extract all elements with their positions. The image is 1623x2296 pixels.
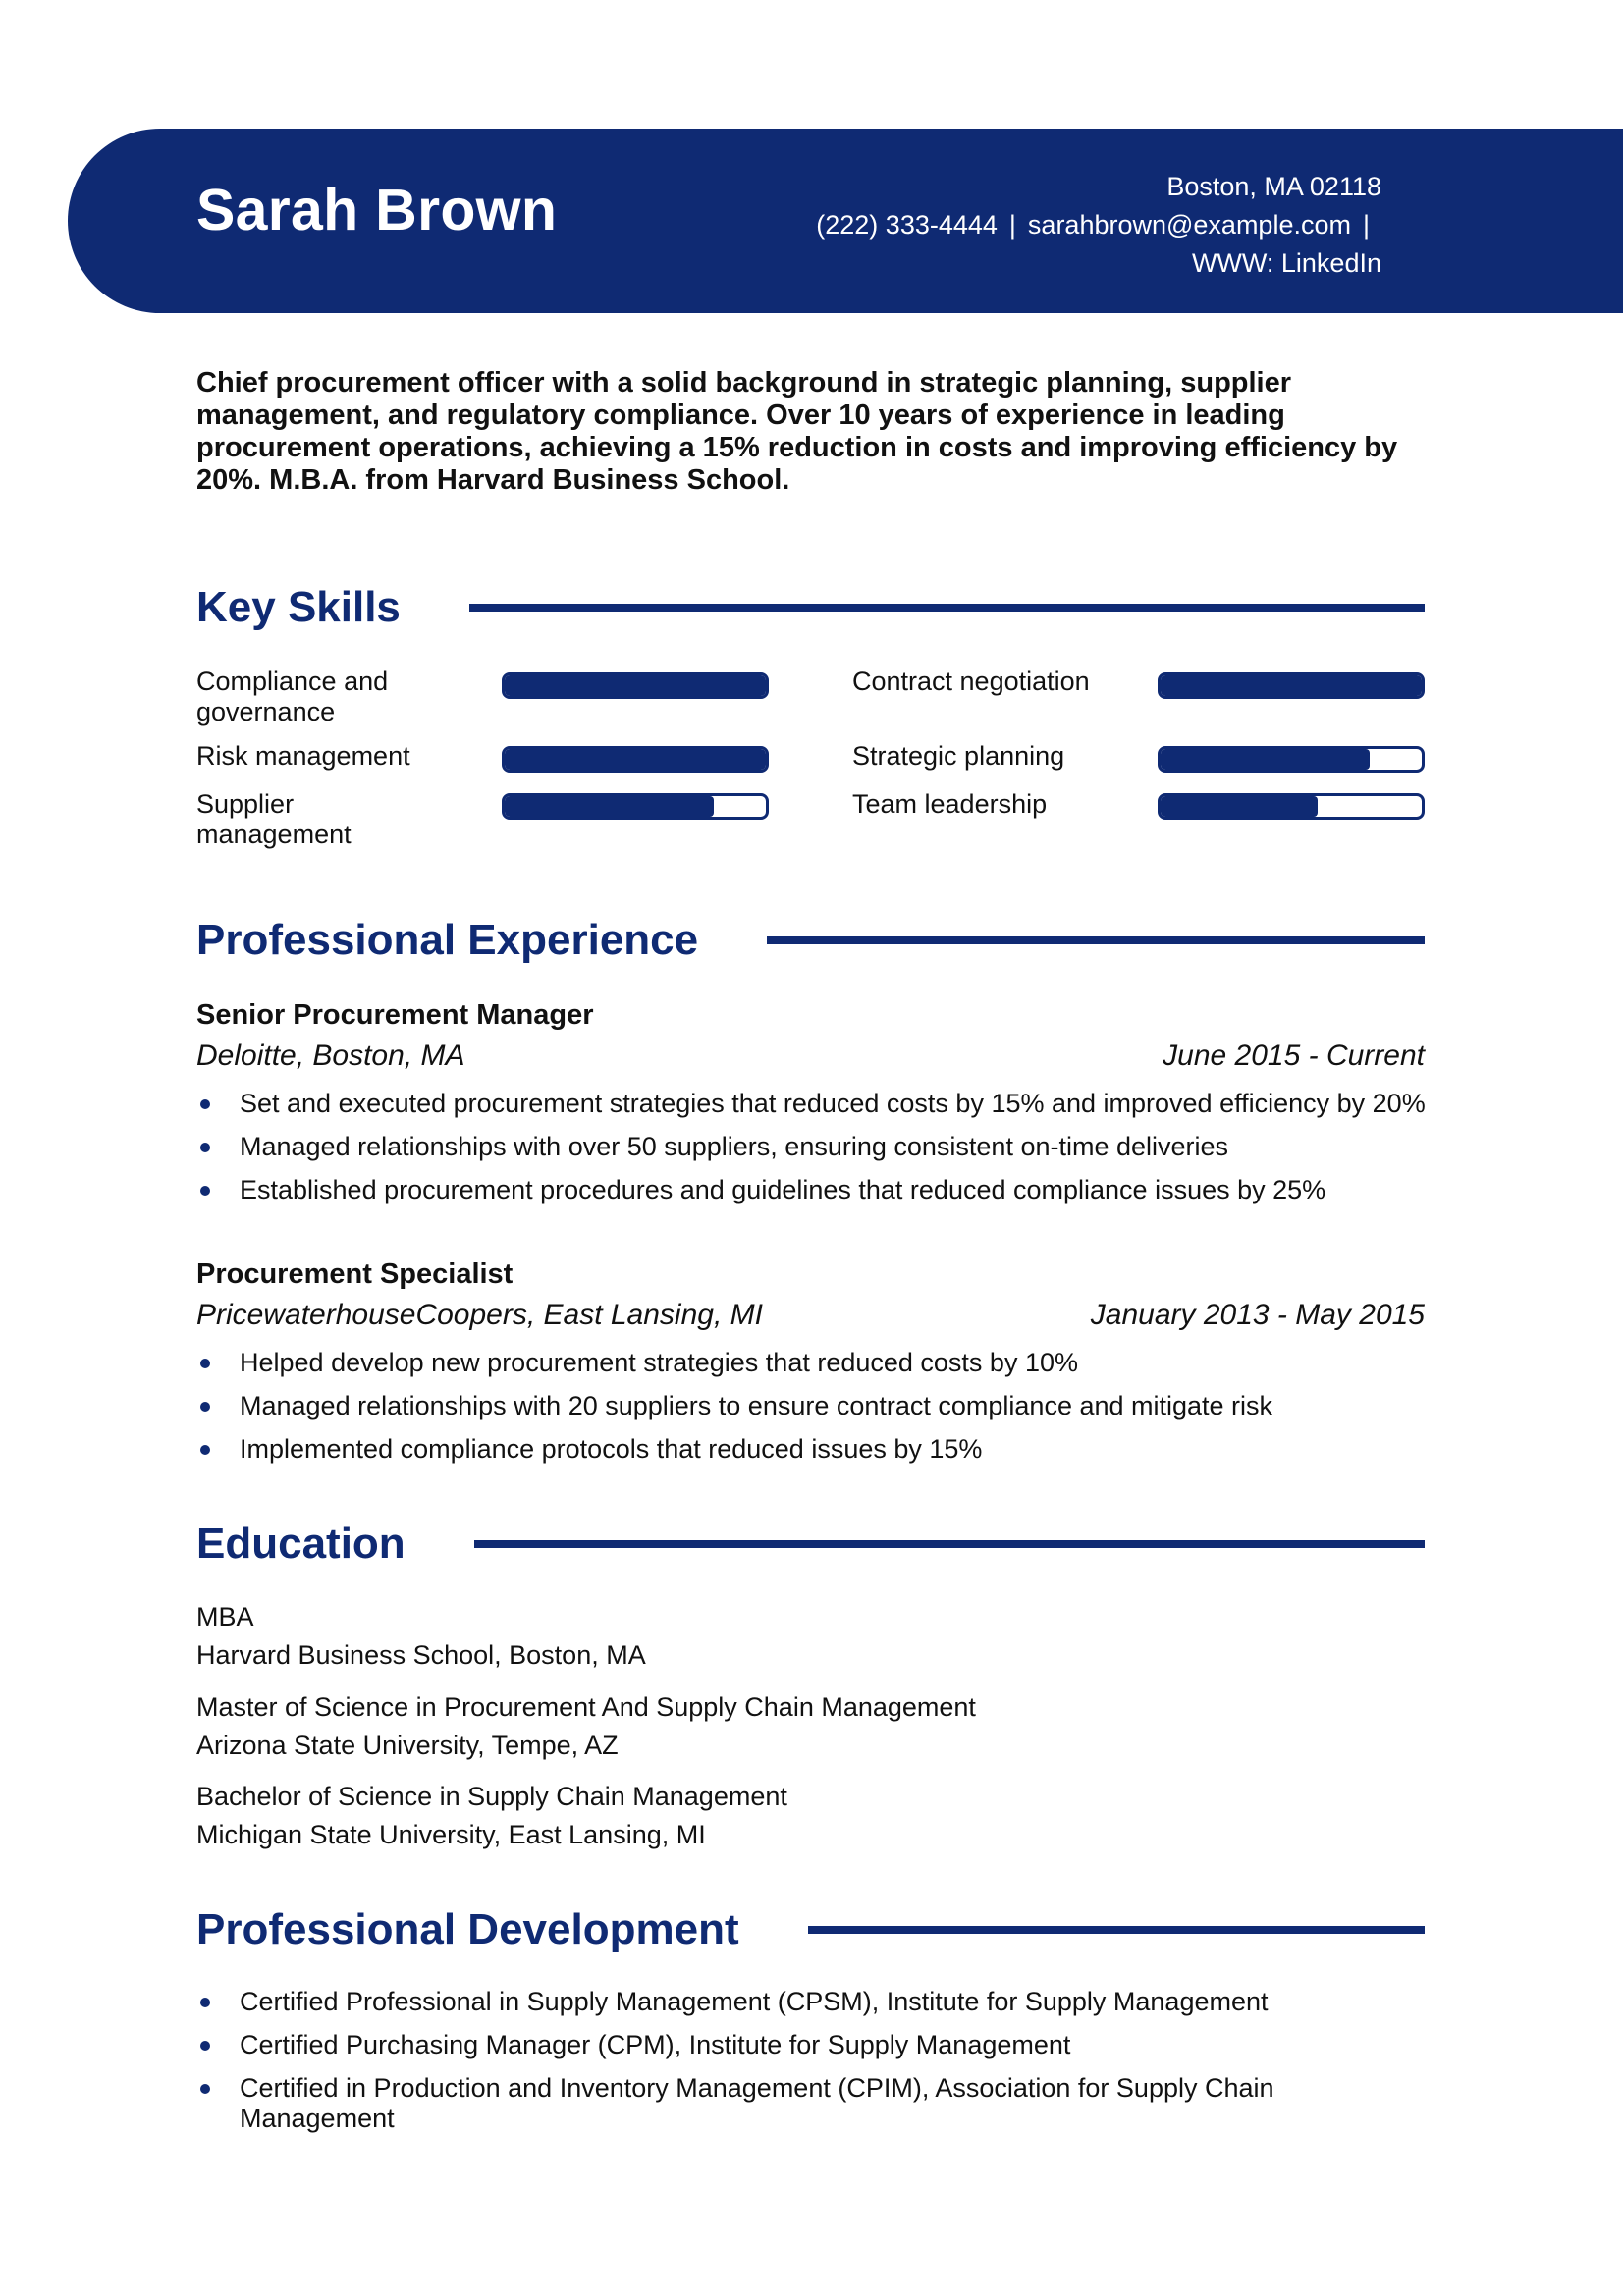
degree: Master of Science in Procurement And Supply Chain Management: [196, 1692, 976, 1722]
section-header-experience: [196, 916, 1425, 964]
contact-line: [816, 206, 1381, 244]
skill-level-fill: [505, 675, 766, 696]
section-divider: [767, 936, 1425, 944]
job-dates: January 2013 - May 2015: [1090, 1299, 1425, 1331]
skill-label: Team leadership: [852, 789, 1048, 819]
linkedin-link[interactable]: WWW: LinkedIn: [1191, 248, 1381, 278]
list-item: Certified Professional in Supply Management (CPSM), Institute for Supply Management: [196, 1987, 1434, 2017]
skill-label: Contract negotiation: [852, 667, 1090, 696]
company: PricewaterhouseCoopers, East Lansing, MI: [196, 1299, 763, 1331]
list-item: Managed relationships with 20 suppliers to ensure contract compliance and mitigate risk: [196, 1391, 1434, 1421]
job-bullets: [196, 1089, 1434, 1218]
section-header-education: [196, 1522, 1425, 1566]
school: Arizona State University, Tempe, AZ: [196, 1731, 619, 1760]
separator: |: [1008, 210, 1016, 240]
list-item: Established procurement procedures and guidelines that reduced compliance issues by 25%: [196, 1175, 1434, 1205]
section-divider: [808, 1926, 1425, 1934]
section-title: Education: [196, 1520, 406, 1568]
skill-level-fill: [505, 796, 714, 817]
list-item: Set and executed procurement strategies that reduced costs by 15% and improved efficiency by 20%: [196, 1089, 1434, 1119]
skill-label: Risk management: [196, 741, 410, 771]
degree: MBA: [196, 1602, 254, 1631]
section-title: Professional Experience: [196, 916, 699, 964]
job-meta: [196, 1299, 1425, 1332]
separator: |: [1362, 210, 1370, 240]
list-item: Managed relationships with over 50 suppliers, ensuring consistent on-time deliveries: [196, 1132, 1434, 1162]
list-item: Certified in Production and Inventory Management (CPIM), Association for Supply Chain Management: [196, 2073, 1434, 2134]
section-header-skills: [196, 583, 1425, 631]
email-link[interactable]: sarahbrown@example.com: [1027, 210, 1351, 240]
section-header-development: [196, 1905, 1425, 1953]
education-item: [196, 1598, 646, 1675]
skill-level-fill: [1161, 749, 1370, 770]
summary: Chief procurement officer with a solid background in strategic planning, supplier management, and regulatory compliance. Over 10 years of experience in leading procurement operations, achieving a 15% reduction in costs and improving efficiency by 20%. M.B.A. from Harvard Business School.: [196, 367, 1398, 496]
skill-level-bar: [1158, 793, 1425, 820]
section-title: Professional Development: [196, 1905, 739, 1953]
job-title: Senior Procurement Manager: [196, 999, 594, 1031]
skill-level-fill: [1161, 675, 1422, 696]
list-item: Certified Purchasing Manager (CPM), Institute for Supply Management: [196, 2030, 1434, 2060]
section-divider: [474, 1540, 1425, 1548]
school: Harvard Business School, Boston, MA: [196, 1640, 646, 1670]
skill-level-bar: [502, 672, 769, 699]
education-item: [196, 1688, 976, 1765]
list-item: Implemented compliance protocols that reduced issues by 15%: [196, 1434, 1434, 1465]
section-divider: [469, 604, 1425, 612]
skill-level-fill: [505, 749, 766, 770]
skill-level-bar: [502, 746, 769, 773]
location: Boston, MA 02118: [1166, 172, 1381, 201]
job-meta: [196, 1040, 1425, 1073]
skill-label: Supplier management: [196, 789, 352, 849]
skill-level-fill: [1161, 796, 1318, 817]
job-bullets: [196, 1348, 1434, 1477]
skill-label: Compliance and governance: [196, 667, 389, 726]
skill-level-bar: [1158, 672, 1425, 699]
certification-list: [196, 1987, 1434, 2147]
degree: Bachelor of Science in Supply Chain Management: [196, 1782, 787, 1811]
school: Michigan State University, East Lansing, MI: [196, 1820, 706, 1849]
company: Deloitte, Boston, MA: [196, 1040, 465, 1072]
job-title: Procurement Specialist: [196, 1258, 514, 1290]
section-title: Key Skills: [196, 583, 401, 631]
header-banner: [68, 129, 1623, 313]
list-item: Helped develop new procurement strategies that reduced costs by 10%: [196, 1348, 1434, 1378]
candidate-name: Sarah Brown: [196, 178, 558, 242]
skill-label: Strategic planning: [852, 741, 1065, 771]
phone: (222) 333-4444: [816, 210, 998, 240]
skill-level-bar: [502, 793, 769, 820]
skill-level-bar: [1158, 746, 1425, 773]
contact-info: [816, 168, 1381, 283]
job-dates: June 2015 - Current: [1163, 1040, 1425, 1072]
education-item: [196, 1778, 787, 1854]
